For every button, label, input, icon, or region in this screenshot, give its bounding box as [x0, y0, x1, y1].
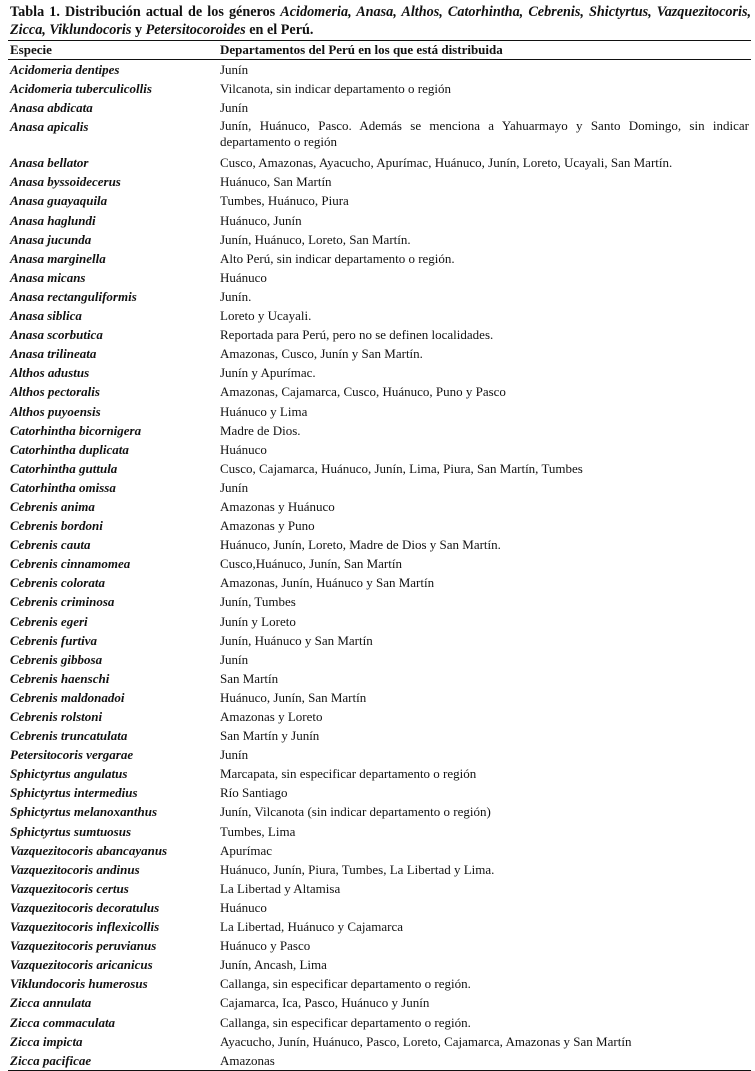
- species-cell: Vazquezitocoris aricanicus: [10, 957, 153, 973]
- distribution-cell: Cusco, Amazonas, Ayacucho, Apurímac, Huánuco, Junín, Loreto, Ucayali, San Martín.: [220, 155, 673, 171]
- distribution-cell: Junín, Huánuco, Pasco. Además se menciona a Yahuarmayo y Santo Domingo, sin indicar departamento o región: [220, 118, 749, 150]
- distribution-cell: Huánuco, Junín, Loreto, Madre de Dios y San Martín.: [220, 537, 501, 553]
- table-row: [8, 117, 751, 153]
- distribution-cell: Cusco,Huánuco, Junín, San Martín: [220, 556, 402, 572]
- table-row: [8, 554, 751, 573]
- species-cell: Catorhintha guttula: [10, 460, 118, 476]
- table-row: [8, 60, 751, 80]
- species-cell: Cebrenis cauta: [10, 537, 91, 553]
- species-cell: Anasa jucunda: [10, 231, 92, 247]
- table-row: [8, 745, 751, 764]
- distribution-cell: Tumbes, Huánuco, Piura: [220, 193, 349, 209]
- table-body: [8, 60, 751, 1071]
- distribution-cell: Huánuco, Junín, San Martín: [220, 689, 367, 705]
- caption-prefix: Tabla 1. Distribución actual de los géneros: [10, 4, 281, 20]
- distribution-cell: Marcapata, sin especificar departamento o región: [220, 766, 477, 782]
- table-caption: [8, 3, 751, 39]
- distribution-cell: Huánuco, San Martín: [220, 174, 332, 190]
- table-row: [8, 993, 751, 1012]
- species-cell: Althos pectoralis: [10, 384, 100, 400]
- distribution-cell: La Libertad, Huánuco y Cajamarca: [220, 919, 403, 935]
- species-cell: Cebrenis bordoni: [10, 518, 103, 534]
- table-row: [8, 764, 751, 783]
- species-cell: Petersitocoris vergarae: [10, 747, 134, 763]
- species-cell: Althos adustus: [10, 365, 90, 381]
- species-cell: Viklundocoris humerosus: [10, 976, 148, 992]
- distribution-cell: Junín, Huánuco, Loreto, San Martín.: [220, 231, 411, 247]
- species-cell: Vazquezitocoris certus: [10, 880, 129, 896]
- species-cell: Cebrenis criminosa: [10, 594, 115, 610]
- species-cell: Catorhintha duplicata: [10, 441, 129, 457]
- table-row: [8, 631, 751, 650]
- table-row: [8, 363, 751, 382]
- table-row: [8, 478, 751, 497]
- distribution-cell: Junín: [220, 62, 249, 77]
- species-cell: Cebrenis furtiva: [10, 632, 98, 648]
- species-cell: Cebrenis haenschi: [10, 670, 110, 686]
- species-cell: Cebrenis colorata: [10, 575, 105, 591]
- table-row: [8, 421, 751, 440]
- species-cell: Vazquezitocoris inflexicollis: [10, 919, 160, 935]
- table-row: [8, 268, 751, 287]
- table-row: [8, 650, 751, 669]
- species-cell: Vazquezitocoris andinus: [10, 861, 140, 877]
- table-row: [8, 1032, 751, 1051]
- table-header: [8, 41, 751, 60]
- species-cell: Anasa apicalis: [10, 119, 89, 135]
- table-row: [8, 535, 751, 554]
- table-row: [8, 879, 751, 898]
- table-row: [8, 211, 751, 230]
- species-cell: Zicca pacificae: [8, 1051, 218, 1071]
- distribution-cell: Junín: [220, 479, 249, 495]
- table-row: [8, 669, 751, 688]
- table-row: [8, 822, 751, 841]
- distribution-cell: San Martín y Junín: [220, 728, 320, 744]
- species-cell: Anasa byssoidecerus: [10, 174, 121, 190]
- species-cell: Vazquezitocoris peruvianus: [10, 938, 157, 954]
- species-cell: Anasa marginella: [10, 250, 106, 266]
- species-cell: Zicca annulata: [10, 995, 92, 1011]
- distribution-cell: Junín.: [220, 288, 252, 304]
- table-row: [8, 344, 751, 363]
- species-cell: Cebrenis rolstoni: [10, 709, 103, 724]
- table-row: [8, 898, 751, 917]
- distribution-cell: Amazonas, Cusco, Junín y San Martín.: [220, 346, 423, 362]
- distribution-cell: Cusco, Cajamarca, Huánuco, Junín, Lima, Piura, San Martín, Tumbes: [220, 460, 583, 476]
- distribution-cell: Huánuco: [220, 441, 267, 457]
- distribution-cell: Loreto y Ucayali.: [220, 308, 312, 324]
- caption-join: y: [131, 22, 146, 38]
- table-row: [8, 707, 751, 726]
- distribution-cell: Vilcanota, sin indicar departamento o región: [220, 81, 451, 97]
- table-row: [8, 98, 751, 117]
- distribution-cell: Junín: [220, 747, 249, 763]
- table-row: [8, 688, 751, 707]
- distribution-cell: Huánuco, Junín: [220, 212, 302, 228]
- table-row: [8, 802, 751, 821]
- distribution-table: [8, 40, 751, 1071]
- table-row: [8, 459, 751, 478]
- distribution-cell: Junín, Tumbes: [220, 594, 296, 610]
- species-cell: Anasa trilineata: [10, 346, 97, 362]
- caption-genera-list: Acidomeria, Anasa, Althos, Catorhintha, Cebrenis, Shictyrtus, Vazquezitocoris, Zicca, Viklundocoris: [10, 4, 752, 38]
- species-cell: Anasa bellator: [10, 155, 89, 171]
- table-row: [8, 306, 751, 325]
- species-cell: Anasa haglundi: [10, 212, 96, 228]
- distribution-cell: Junín, Ancash, Lima: [220, 957, 327, 973]
- species-cell: Anasa rectanguliformis: [10, 288, 137, 304]
- table-row: [8, 325, 751, 344]
- species-cell: Cebrenis maldonadoi: [10, 689, 125, 705]
- table-row: [8, 592, 751, 611]
- distribution-cell: Tumbes, Lima: [220, 823, 296, 839]
- distribution-cell: Huánuco, Junín, Piura, Tumbes, La Libertad y Lima.: [220, 861, 495, 877]
- distribution-cell: Junín y Loreto: [220, 613, 296, 629]
- distribution-cell: Junín, Vilcanota (sin indicar departamento o región): [220, 804, 491, 820]
- table-row: [8, 249, 751, 268]
- species-cell: Catorhintha omissa: [10, 479, 116, 495]
- distribution-cell: Callanga, sin especificar departamento o región.: [220, 1014, 471, 1030]
- distribution-cell: Junín y Apurímac.: [220, 365, 316, 381]
- table-row: [8, 917, 751, 936]
- table-row: [8, 1051, 751, 1071]
- species-cell: Vazquezitocoris decoratulus: [10, 899, 160, 915]
- species-cell: Acidomeria dentipes: [10, 62, 120, 77]
- table-row: [8, 287, 751, 306]
- species-cell: Anasa micans: [10, 269, 86, 285]
- distribution-cell: Reportada para Perú, pero no se definen localidades.: [220, 327, 494, 343]
- table-row: [8, 936, 751, 955]
- distribution-cell: Madre de Dios.: [220, 422, 301, 438]
- table-row: [8, 79, 751, 98]
- column-header-species: Especie: [8, 41, 218, 60]
- table-row: [8, 955, 751, 974]
- table-row: [8, 191, 751, 210]
- distribution-cell: Amazonas, Cajamarca, Cusco, Huánuco, Puno y Pasco: [220, 384, 506, 400]
- table-row: [8, 516, 751, 535]
- species-cell: Cebrenis truncatulata: [10, 728, 128, 744]
- caption-genus-last: Petersitocoroides: [145, 22, 246, 38]
- species-cell: Anasa scorbutica: [10, 327, 103, 343]
- header-row: [8, 41, 751, 60]
- species-cell: Althos puyoensis: [10, 403, 101, 419]
- distribution-cell: La Libertad y Altamisa: [220, 880, 341, 896]
- table-row: [8, 841, 751, 860]
- species-cell: Sphictyrtus angulatus: [10, 766, 128, 782]
- species-cell: Vazquezitocoris abancayanus: [10, 842, 168, 858]
- species-cell: Cebrenis egeri: [10, 613, 88, 629]
- distribution-cell: Junín: [220, 651, 249, 667]
- species-cell: Zicca commaculata: [10, 1014, 116, 1030]
- distribution-cell: San Martín: [220, 670, 279, 686]
- distribution-cell: Huánuco y Pasco: [220, 938, 311, 954]
- species-cell: Cebrenis anima: [10, 498, 95, 514]
- species-cell: Sphictyrtus sumtuosus: [10, 823, 132, 839]
- table-row: [8, 230, 751, 249]
- table-row: [8, 974, 751, 993]
- column-header-departments: Departamentos del Perú en los que está distribuida: [218, 41, 751, 60]
- table-row: [8, 783, 751, 802]
- species-cell: Sphictyrtus melanoxanthus: [10, 804, 158, 820]
- species-cell: Anasa guayaquila: [10, 193, 108, 209]
- table-row: [8, 402, 751, 421]
- distribution-cell: Huánuco y Lima: [220, 403, 308, 419]
- table-row: [8, 382, 751, 401]
- table-row: [8, 153, 751, 172]
- distribution-cell: Amazonas y Loreto: [220, 709, 323, 724]
- species-cell: Anasa siblica: [10, 308, 82, 324]
- species-cell: Cebrenis cinnamomea: [10, 556, 131, 572]
- table-row: [8, 172, 751, 191]
- distribution-cell: Junín, Huánuco y San Martín: [220, 632, 373, 648]
- distribution-cell: Cajamarca, Ica, Pasco, Huánuco y Junín: [220, 995, 430, 1011]
- species-cell: Catorhintha bicornigera: [10, 422, 142, 438]
- distribution-cell: Río Santiago: [220, 785, 288, 801]
- distribution-cell: Ayacucho, Junín, Huánuco, Pasco, Loreto, Cajamarca, Amazonas y San Martín: [220, 1033, 632, 1049]
- species-cell: Sphictyrtus intermedius: [10, 785, 138, 801]
- distribution-cell: Amazonas y Puno: [220, 518, 315, 534]
- species-cell: Anasa abdicata: [10, 100, 93, 116]
- table-row: [8, 860, 751, 879]
- table-row: [8, 573, 751, 592]
- table-row: [8, 1013, 751, 1032]
- distribution-cell: Amazonas: [218, 1051, 751, 1071]
- caption-suffix: en el Perú.: [245, 22, 314, 38]
- species-cell: Cebrenis gibbosa: [10, 651, 103, 667]
- table-row: [8, 440, 751, 459]
- distribution-cell: Huánuco: [220, 899, 267, 915]
- distribution-cell: Amazonas, Junín, Huánuco y San Martín: [220, 575, 435, 591]
- distribution-cell: Alto Perú, sin indicar departamento o región.: [220, 250, 455, 266]
- table-row: [8, 726, 751, 745]
- species-cell: Zicca impicta: [10, 1033, 83, 1049]
- distribution-cell: Amazonas y Huánuco: [220, 498, 335, 514]
- table-row: [8, 497, 751, 516]
- distribution-cell: Junín: [220, 100, 249, 116]
- distribution-cell: Huánuco: [220, 269, 267, 285]
- table-row: [8, 612, 751, 631]
- distribution-cell: Callanga, sin especificar departamento o región.: [220, 976, 471, 992]
- species-cell: Acidomeria tuberculicollis: [10, 81, 152, 97]
- distribution-cell: Apurímac: [220, 842, 272, 858]
